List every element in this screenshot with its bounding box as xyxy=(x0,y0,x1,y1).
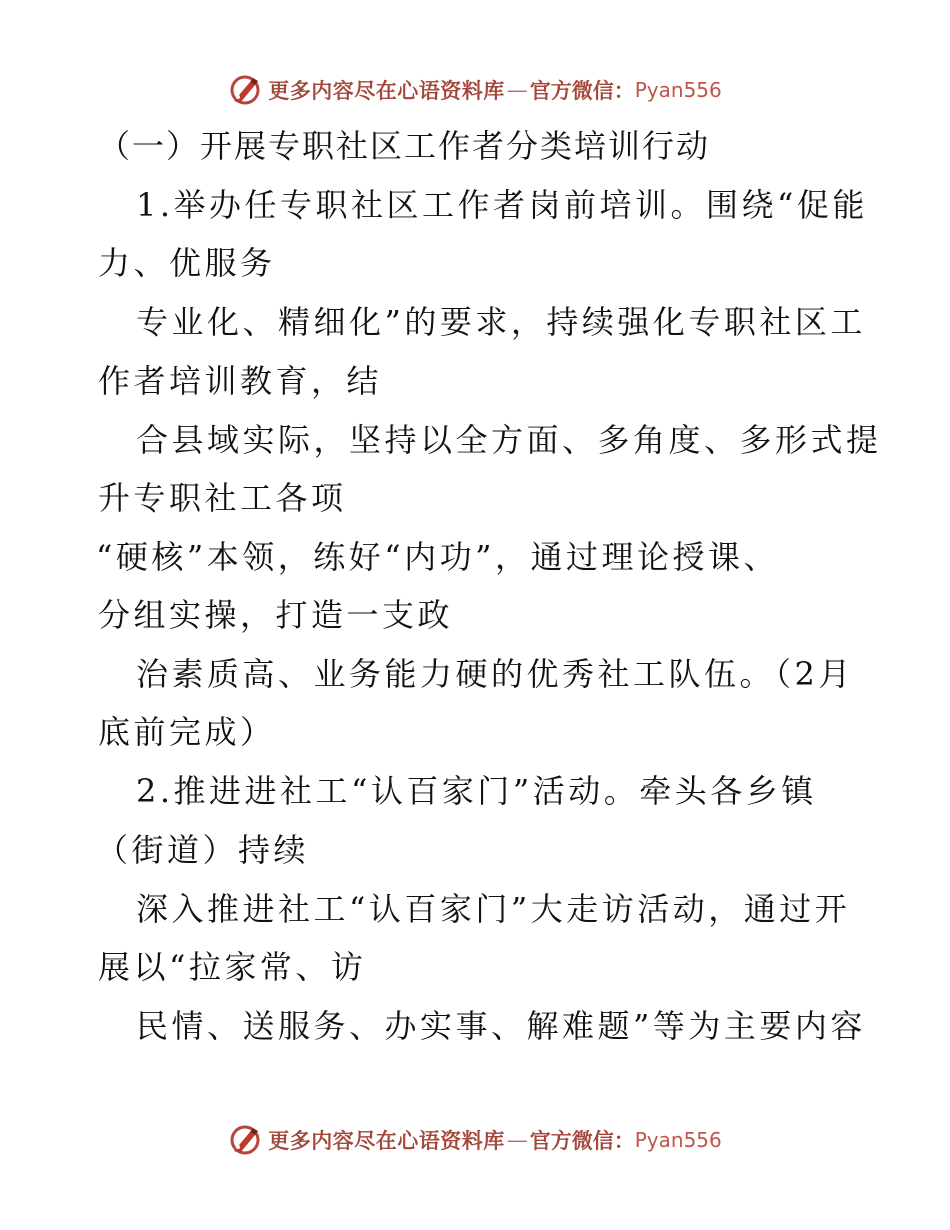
pen-circle-logo-icon xyxy=(228,1123,262,1157)
paragraph-line: “硬核”本领，练好“内功”，通过理论授课、 xyxy=(96,538,779,576)
paragraph-line: 2.推进进社工“认百家门”活动。牵头各乡镇 xyxy=(136,772,817,810)
paragraph-line: 作者培训教育，结 xyxy=(98,362,383,400)
banner-wechat-label: 官方微信： xyxy=(529,78,635,103)
paragraph-line: （街道）持续 xyxy=(96,831,310,869)
footer-banner xyxy=(0,1120,950,1160)
pen-circle-logo-icon xyxy=(228,73,262,107)
paragraph-line: 治素质高、业务能力硬的优秀社工队伍。（2月 xyxy=(136,655,854,693)
banner-text: 更多内容尽在心语资料库 xyxy=(268,78,505,103)
paragraph-line: 底前完成） xyxy=(98,713,276,751)
paragraph-line: 分组实操，打造一支政 xyxy=(98,596,454,634)
paragraph-line: 展以“拉家常、访 xyxy=(98,948,367,986)
paragraph-line: 专业化、精细化”的要求，持续强化专职社区工 xyxy=(136,303,866,341)
header-banner xyxy=(0,70,950,110)
section-heading: （一）开展专职社区工作者分类培训行动 xyxy=(98,127,711,165)
banner-dash: — xyxy=(506,1128,528,1152)
banner-dash: — xyxy=(506,78,528,102)
paragraph-line: 升专职社工各项 xyxy=(98,479,347,517)
paragraph-line: 1.举办任专职社区工作者岗前培训。围绕“促能 xyxy=(136,186,868,224)
banner-wechat-id: Pyan556 xyxy=(634,78,722,102)
paragraph-line: 深入推进社工“认百家门”大走访活动，通过开 xyxy=(136,890,851,928)
banner-wechat-label: 官方微信： xyxy=(529,1128,635,1153)
banner-wechat-id: Pyan556 xyxy=(634,1128,722,1152)
paragraph-line: 力、优服务 xyxy=(98,244,276,282)
paragraph-line: 合县域实际，坚持以全方面、多角度、多形式提 xyxy=(136,421,882,459)
paragraph-line: 民情、送服务、办实事、解难题”等为主要内容 xyxy=(136,1007,866,1045)
banner-text: 更多内容尽在心语资料库 xyxy=(268,1128,505,1153)
